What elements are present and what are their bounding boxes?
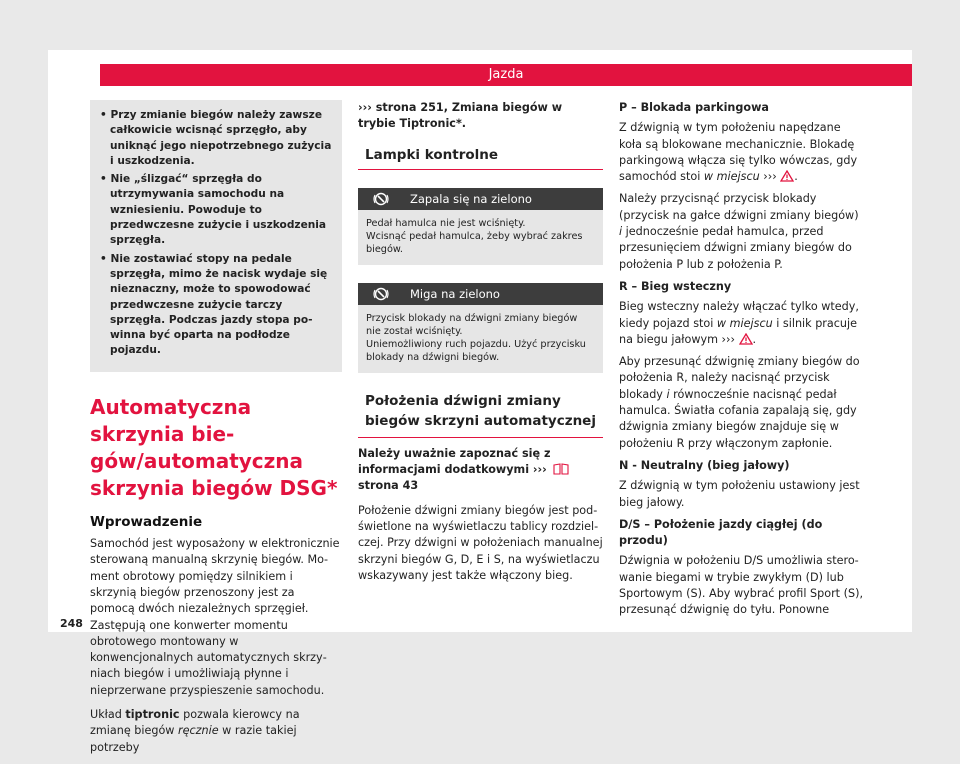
d-title: D/S – Położenie jazdy ciągłej (do przodu) <box>619 517 823 548</box>
brake-pedal-icon <box>373 287 389 301</box>
page-number: 248 <box>60 617 83 630</box>
p-text: Z dźwignią w tym położeniu napędzane koła są blokowane mechanicznie. Blokadę parkingową włącza się tylko wówczas, gdy samochód stoi w miejscu ››› . <box>619 121 858 184</box>
warning-item: • Przy zmianie biegów należy zawsze całkowicie wcisnąć sprzęgło, aby uniknąć jego niepotrzebnego zużycia i uszkodzenia. <box>100 109 332 167</box>
info-note: Należy uważnie zapoznać się z informacjami dodatkowymi ››› strona 43 <box>358 446 603 495</box>
lamp-title: Zapala się na zielono <box>410 191 532 206</box>
section-title: Automatyczna skrzynia biegów/automatyczna skrzynia biegów DSG* <box>90 394 338 500</box>
n-title: N - Neutralny (bieg jałowy) <box>619 458 790 472</box>
lamp-text: Pedał hamulca nie jest wciśnięty. Wcisnąć pedał hamulca, żeby wybrać zakres biegów. <box>358 210 603 265</box>
intro-heading: Wprowadzenie <box>90 513 203 530</box>
warning-triangle-icon[interactable] <box>739 333 753 345</box>
p-text-2: Należy przycisnąć przycisk blokady (przycisk na gałce dźwigni zmiany biegów) i jednocześnie pedał hamulca, przed przesunięciem dźwigni zmiany biegów do położenia P lub z położenia P. <box>619 192 859 271</box>
column-3 <box>619 100 864 625</box>
lamp-box <box>358 188 603 265</box>
warning-box <box>90 100 342 372</box>
lamps-heading: Lampki kontrolne <box>358 147 603 170</box>
positions-heading: Położenia dźwigni zmiany biegów skrzyni automatycznej <box>358 391 603 438</box>
p-title: P – Blokada parkingowa <box>619 101 769 114</box>
lamp-text: Przycisk blokady na dźwigni zmiany biegów nie został wciśnięty. Uniemożliwiony ruch pojazdu. Użyć przycisku blokady na dźwigni biegów. <box>358 305 603 373</box>
warning-triangle-icon[interactable] <box>780 170 794 182</box>
brake-pedal-icon <box>373 192 389 206</box>
r-text-2: Aby przesunąć dźwignię zmiany biegów do położenia R, należy nacisnąć przycisk blokady i równocześnie nacisnąć pedał hamulca. Światła cofania zapalają się, gdy dźwignia zmiany biegów znajduje się w położeniu R przy włączonym zapłonie. <box>619 355 860 450</box>
positions-paragraph: Położenie dźwigni zmiany biegów jest podświetlone na wyświetlaczu tablicy rozdzielczej. Przy dźwigni w położeniach manualnej skrzyni biegów G, D, E i S, na wyświetlaczu wskazywany jest także włączony bieg. <box>358 503 603 582</box>
warning-item: • Nie „ślizgać“ sprzęgła do utrzymywania samochodu na wzniesieniu. Powoduje to przedwczesne zużycie i uszkodzenia sprzęgła. <box>100 173 327 247</box>
lamp-title: Miga na zielono <box>410 286 500 301</box>
n-text: Z dźwignią w tym położeniu ustawiony jest bieg jałowy. <box>619 479 860 509</box>
r-title: R – Bieg wsteczny <box>619 279 732 293</box>
tiptronic-paragraph: Układ tiptronic pozwala kierowcy na zmianę biegów ręcznie w razie takiej potrzeby <box>90 708 300 754</box>
book-icon[interactable] <box>553 463 569 475</box>
d-text: Dźwignia w położeniu D/S umożliwia sterowanie biegami w trybie zwykłym (D) lub Sportowym (S). Aby wybrać profil Sport (S), przesunąć dźwignię do tyłu. Ponowne <box>619 554 863 617</box>
page-header: Jazda <box>100 64 912 86</box>
column-1 <box>90 100 342 764</box>
intro-paragraph: Samochód jest wyposażony w elektronicznie sterowaną manualną skrzynię biegów. Moment obrotowy pomiędzy silnikiem i skrzynią biegów przenoszony jest za pomocą dwóch niezależnych sprzęgieł. Zastępują one konwerter momentu obrotowego montowany w konwencjonalnych automatycznych skrzyniach biegów i umożliwiają płynne i nieprzerwane przyspieszenie samochodu. <box>90 537 340 697</box>
lamp-header <box>358 283 603 305</box>
lamp-header <box>358 188 603 210</box>
column-2 <box>358 100 603 592</box>
r-text: Bieg wsteczny należy włączać tylko wtedy, kiedy pojazd stoi w miejscu i silnik pracuje na biegu jałowym ››› . <box>619 300 859 346</box>
lamp-box <box>358 283 603 373</box>
cross-reference[interactable]: ››› strona 251, Zmiana biegów w trybie Tiptronic*. <box>358 101 563 131</box>
warning-item: • Nie zostawiać stopy na pedale sprzęgła, mimo że nacisk wydaje się nieznaczny, może to spowodować przedwczesne zużycie tarczy sprzęgła. Podczas jazdy stopa powinna być oparta na podłodze pojazdu. <box>100 252 328 357</box>
